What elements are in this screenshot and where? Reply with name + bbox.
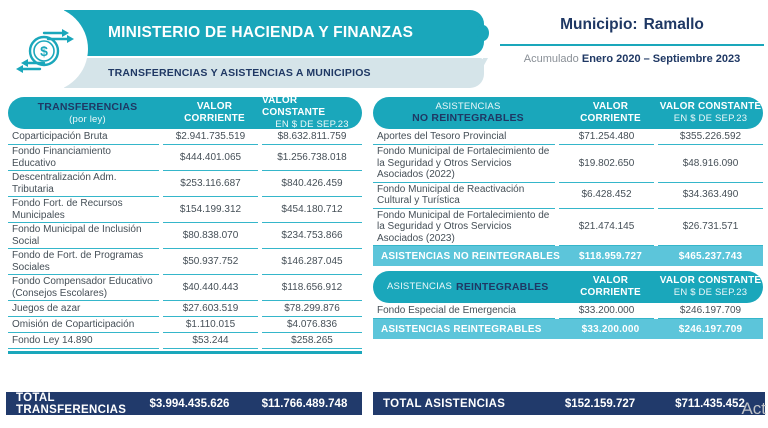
- table-row: Fondo Municipal de Fortalecimiento de la Seguridad y Otros Servicios Asociados (2022) $19.802.650 $48.916.090: [373, 145, 763, 183]
- report-title: TRANSFERENCIAS Y ASISTENCIAS A MUNICIPIOS: [108, 67, 371, 79]
- column-header-valor-constante: VALOR CONSTANTE EN $ DE SEP.23: [659, 101, 762, 125]
- table-row: Coparticipación Bruta $2.941.735.519 $8.632.811.759: [8, 129, 362, 145]
- table-row: Fondo Compensador Educativo (Consejos Escolares) $40.440.443 $118.656.912: [8, 275, 362, 301]
- column-header-valor-corriente: VALOR CORRIENTE: [580, 101, 641, 124]
- period-value: Enero 2020 – Septiembre 2023: [581, 53, 741, 65]
- table-row: Fondo Especial de Emergencia $33.200.000 $246.197.709: [373, 303, 763, 319]
- table-row: Fondo Municipal de Fortalecimiento de la Seguridad y Otros Servicios Asociados (2023) $21.474.145 $26.731.571: [373, 209, 763, 247]
- reimbursable-table: [373, 271, 763, 339]
- table-row: Juegos de azar $27.603.519 $78.299.876: [8, 301, 362, 317]
- total-assistances-constante: $711.435.452: [675, 397, 745, 410]
- non-reimbursable-total-row: ASISTENCIAS NO REINTEGRABLES $118.959.727 $465.237.743: [373, 246, 763, 266]
- total-transfers-constante: $11.766.489.748: [261, 397, 348, 410]
- divider-line: [500, 44, 764, 46]
- non-reimbursable-table: [373, 97, 763, 266]
- total-transfers-label: TOTAL TRANSFERENCIAS: [16, 391, 127, 416]
- total-transfers-bar: [6, 392, 362, 415]
- column-header-valor-corriente: VALOR CORRIENTE: [184, 101, 245, 124]
- table-row: Fondo Fort. de Recursos Municipales $154.199.312 $454.180.712: [8, 197, 362, 223]
- money-transfer-icon: [14, 18, 76, 80]
- total-assistances-bar: [373, 392, 765, 415]
- total-assistances-label: TOTAL ASISTENCIAS: [383, 397, 506, 410]
- table-row: Fondo Ley 14.890 $53.244 $258.265: [8, 333, 362, 349]
- non-reimbursable-table-header: [373, 97, 763, 129]
- municipality-title: [500, 16, 764, 34]
- table-row: Fondo Municipal de Inclusión Social $80.838.070 $234.753.866: [8, 223, 362, 249]
- report-title-banner: [64, 58, 484, 88]
- table-row: Fondo Municipal de Reactivación Cultural y Turística $6.428.452 $34.363.490: [373, 183, 763, 209]
- total-transfers-corriente: $3.994.435.626: [149, 397, 230, 410]
- nr-header-light: ASISTENCIAS: [435, 101, 501, 112]
- municipality-block: [500, 16, 764, 65]
- transfers-table: [8, 97, 362, 354]
- ministry-logo-badge: [2, 6, 88, 92]
- svg-text:$: $: [40, 43, 48, 59]
- windows-activation-watermark: Act: [741, 399, 766, 418]
- municipality-name: Ramallo: [643, 16, 704, 33]
- total-assistances-corriente: $152.159.727: [564, 397, 636, 410]
- table-row: Aportes del Tesoro Provincial $71.254.480 $355.226.592: [373, 129, 763, 145]
- table-row: Omisión de Coparticipación $1.110.015 $4.076.836: [8, 317, 362, 333]
- period-line: [500, 53, 764, 65]
- ministry-title: MINISTERIO DE HACIENDA Y FINANZAS: [108, 24, 414, 41]
- reimbursable-table-header: [373, 271, 763, 303]
- transfers-header-subtitle: (por ley): [69, 113, 106, 125]
- table-row: Fondo de Fort. de Programas Sociales $50.937.752 $146.287.045: [8, 249, 362, 275]
- column-header-valor-constante: VALOR CONSTANTE EN $ DE SEP.23: [262, 95, 349, 131]
- reimbursable-total-row: ASISTENCIAS REINTEGRABLES $33.200.000 $246.197.709: [373, 319, 763, 339]
- nr-header-bold: NO REINTEGRABLES: [412, 112, 524, 125]
- r-header-bold: REINTEGRABLES: [456, 280, 549, 293]
- transfers-header-title: TRANSFERENCIAS: [37, 101, 138, 113]
- column-header-valor-corriente: VALOR CORRIENTE: [580, 275, 641, 298]
- table-row: Descentralización Adm. Tributaria $253.116.687 $840.426.459: [8, 171, 362, 197]
- ministry-banner: [64, 10, 484, 56]
- column-header-valor-constante: VALOR CONSTANTE EN $ DE SEP.23: [659, 275, 762, 299]
- transfers-table-header: [8, 97, 362, 129]
- table-row: Fondo Financiamiento Educativo $444.401.065 $1.256.738.018: [8, 145, 362, 171]
- r-header-light: ASISTENCIAS: [387, 281, 453, 293]
- municipality-label: Municipio:: [560, 16, 638, 33]
- period-label: Acumulado: [523, 53, 579, 65]
